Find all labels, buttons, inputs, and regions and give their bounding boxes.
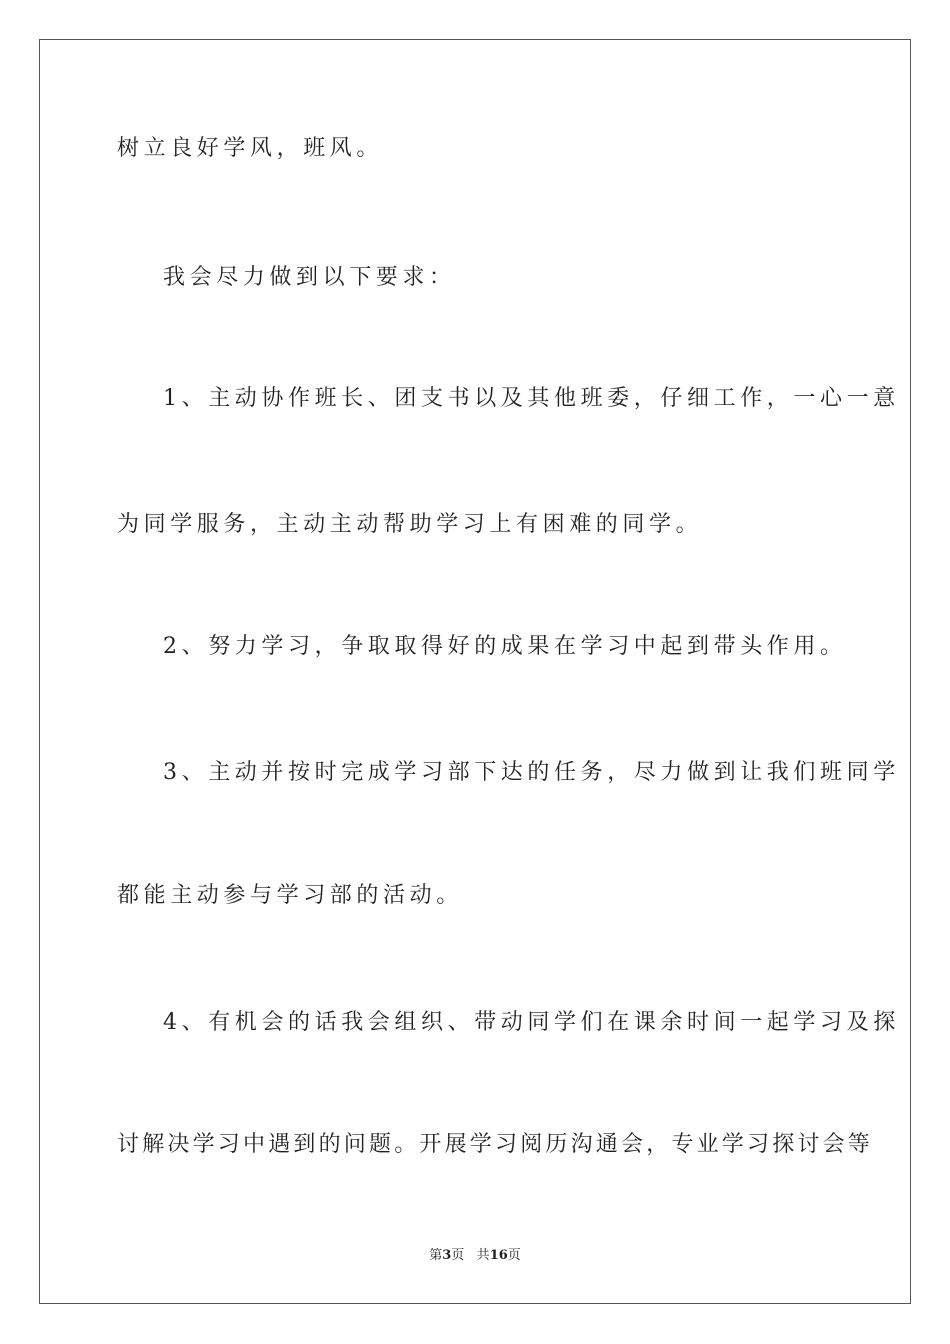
body-line-9: 讨解决学习中遇到的问题。开展学习阅历沟通会，专业学习探讨会等 — [117, 1132, 874, 1157]
body-line-6: 3、主动并按时完成学习部下达的任务，尽力做到让我们班同学 — [163, 760, 900, 785]
total-prefix: 共 — [476, 1248, 490, 1263]
page-suffix: 页 — [451, 1248, 465, 1263]
total-page-count: 16 — [489, 1248, 508, 1263]
page-footer — [0, 1248, 950, 1264]
body-line-5: 2、努力学习，争取取得好的成果在学习中起到带头作用。 — [163, 634, 847, 659]
page-prefix: 第 — [429, 1248, 443, 1263]
body-line-4: 为同学服务，主动主动帮助学习上有困难的同学。 — [117, 512, 703, 537]
page-border — [39, 39, 911, 1304]
body-line-2: 我会尽力做到以下要求： — [163, 265, 456, 290]
body-line-1: 树立良好学风，班风。 — [117, 136, 384, 161]
current-page-number: 3 — [442, 1248, 452, 1263]
body-line-7: 都能主动参与学习部的活动。 — [117, 883, 463, 908]
total-suffix: 页 — [507, 1248, 521, 1263]
body-line-3: 1、主动协作班长、团支书以及其他班委，仔细工作，一心一意 — [163, 386, 900, 411]
body-line-8: 4、有机会的话我会组织、带动同学们在课余时间一起学习及探 — [163, 1010, 900, 1035]
